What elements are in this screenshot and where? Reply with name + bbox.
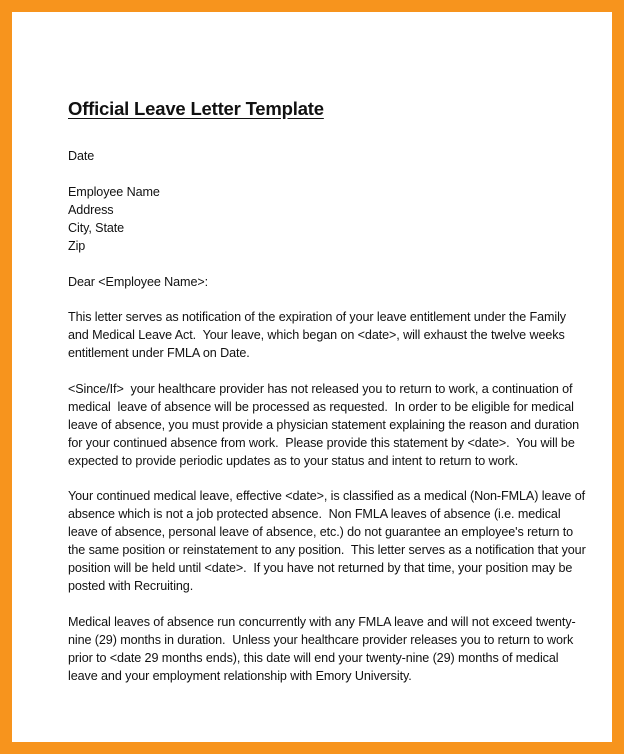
letter-body — [68, 98, 588, 703]
address-block — [68, 184, 588, 256]
salutation: Dear <Employee Name>: — [68, 274, 208, 289]
paragraph-continuation: <Since/If> your healthcare provider has not released you to return to work, a continuation of medical leave of absence will be processed as requested. In order to be eligible for medical leave of absence, you must provide a physician statement explaining the reason and duration for your continued absence from work. Please provide this statement by <date>. You will be expected to provide periodic updates as to your status and intent to return to work. — [68, 382, 583, 468]
salutation-block — [68, 274, 588, 292]
document-title: Official Leave Letter Template — [68, 98, 324, 119]
address-line-city: City, State — [68, 220, 125, 235]
date-block — [68, 148, 588, 166]
paragraph-duration: Medical leaves of absence run concurrently with any FMLA leave and will not exceed twenty-nine (29) months in duration. Unless your healthcare provider releases you to return to work prior to <date 29 months ends), this date will end your twenty-nine (29) months of medical leave and your employment relationship with Emory University. — [68, 614, 577, 683]
address-line-street: Address — [68, 202, 114, 217]
paragraph-expiration: This letter serves as notification of the expiration of your leave entitlement under the Family and Medical Leave Act. Your leave, which began on <date>, will exhaust the twelve weeks entitlement under FMLA on Date. — [68, 310, 570, 361]
address-line-name: Employee Name — [68, 184, 160, 199]
address-line-zip: Zip — [68, 238, 86, 253]
paragraph-classification: Your continued medical leave, effective <date>, is classified as a medical (Non-FMLA) leave of absence which is not a job protected absence. Non FMLA leaves of absence (i.e. medical leave of absence, personal leave of absence, etc.) do not guarantee an employee's return to the same position or reinstatement to any position. This letter serves as a notification that your position will be held until <date>. If you have not returned by that time, your position may be posted with Recruiting. — [68, 489, 590, 593]
date-line: Date — [68, 149, 95, 163]
